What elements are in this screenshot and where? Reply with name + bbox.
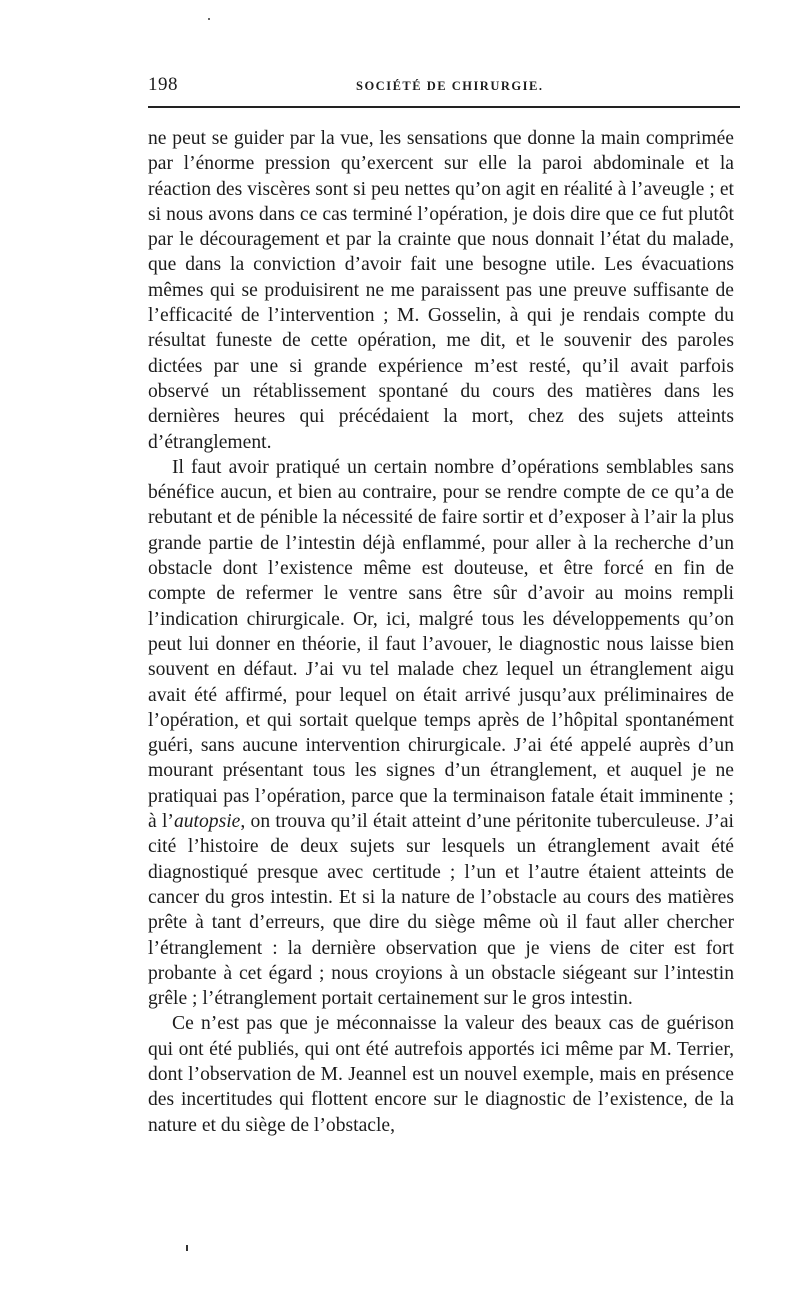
paragraph: Ce n’est pas que je méconnaisse la valeur des beaux cas de guérison qui ont été publiés, qui ont été autrefois apportés ici même par M. Terrier, dont l’observation de M. Jeannel est un nouvel exemple, mais en présence des incertitudes qui flottent encore sur le diagnostic de l’existence, de la nature et du siège de l’obstacle, (148, 1013, 734, 1136)
paragraph-continuation: ne peut se guider par la vue, les sensations que donne la main comprimée par l’énorme pression qu’exercent sur elle la paroi abdominale et la réaction des viscères sont si peu nettes qu’on agit en réalité à l’aveugle ; et si nous avons dans ce cas terminé l’opération, je dois dire que ce fut plutôt par le découragement et par la crainte que nous donnait l’état du malade, que dans la conviction d’avoir fait une besogne utile. Les évacuations mêmes qui se produisirent ne me paraissent pas une preuve suffisante de l’efficacité de l’intervention ; M. Gosselin, à qui je rendais compte du résultat funeste de cette opération, me dit, et le souvenir des paroles dictées par une si grande expérience m’est resté, qu’il avait parfois observé un rétablissement spontané du cours des matières dans les dernières heures qui précédaient la mort, chez des sujets atteints d’étranglement. (148, 128, 734, 453)
page-number: 198 (148, 74, 178, 95)
body-text (148, 126, 734, 1138)
print-speck (186, 1245, 188, 1251)
paragraph (148, 455, 734, 1012)
running-header (148, 74, 740, 102)
header-rule (148, 106, 740, 108)
print-speck (208, 18, 210, 20)
paragraph-text: Il faut avoir pratiqué un certain nombre d’opérations semblables sans bénéfice aucun, et bien au contraire, pour se rendre compte de ce qu’a de rebutant et de pénible la nécessité de faire sortir et d’exposer à l’air la plus grande partie de l’intestin déjà enflammé, pour aller à la recherche d’un obstacle dont l’existence même est douteuse, et être forcé en fin de compte de refermer le ventre sans être sûr d’avoir au moins rempli l’indication chirurgicale. Or, ici, malgré tous les développements qu’on peut lui donner en théorie, il faut l’avouer, le diagnostic nous laisse bien souvent en défaut. J’ai vu tel malade chez lequel un étranglement aigu avait été affirmé, pour lequel on était arrivé jusqu’aux préliminaires de l’opération, et qui sortait quelque temps après de l’hôpital spontanément guéri, sans aucune intervention chirurgicale. J’ai été appelé auprès d’un mourant présentant tous les signes d’un étranglement, et auquel je ne pratiquai pas l’opération, parce que la terminaison fatale était imminente ; à l’ (148, 456, 734, 833)
running-title: SOCIÉTÉ DE CHIRURGIE. (356, 79, 544, 93)
italic-term: autopsie (173, 811, 241, 833)
paragraph-text: , on trouva qu’il était atteint d’une péritonite tuberculeuse. J’ai cité l’histoire de deux sujets sur lesquels un étranglement avait été diagnostiqué presque avec certitude ; l’un et l’autre étaient atteints de cancer du gros intestin. Et si la nature de l’obstacle au cours des matières prête à tant d’erreurs, que dire du siège même où il faut aller chercher l’étranglement : la dernière observation que je viens de citer est fort probante à cet égard ; nous croyions à un obstacle siégeant sur l’intestin grêle ; l’étranglement portait certainement sur le gros intestin. (148, 811, 734, 1010)
